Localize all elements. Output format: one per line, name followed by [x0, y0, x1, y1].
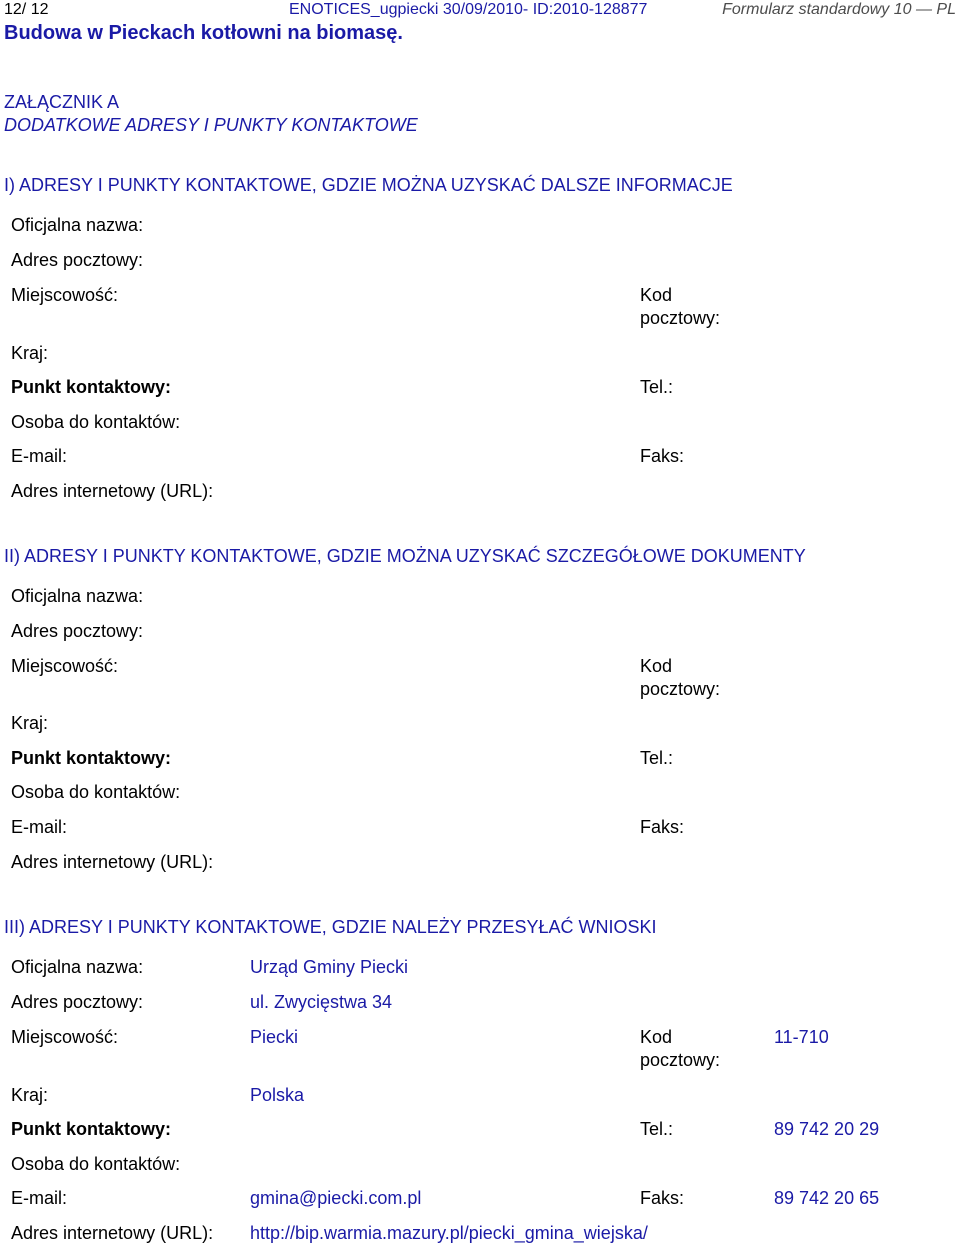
s2-email-label: E-mail: [11, 817, 68, 837]
section-3-prefix: III) [4, 917, 25, 937]
s2-town-label: Miejscowość: [11, 656, 119, 676]
s3-country-value: Polska [250, 1085, 305, 1105]
notice-reference: ENOTICES_ugpiecki 30/09/2010- ID:2010-128877 [289, 1, 648, 18]
s2-country-label: Kraj: [11, 713, 49, 733]
s3-town-value: Piecki [250, 1027, 299, 1047]
s2-phone-label: Tel.: [640, 748, 674, 768]
s1-contact-point-label: Punkt kontaktowy: [11, 377, 172, 397]
s3-town-label: Miejscowość: [11, 1027, 119, 1047]
section-3-heading [4, 917, 656, 938]
s3-country-label: Kraj: [11, 1085, 49, 1105]
s1-phone-label: Tel.: [640, 377, 674, 397]
s3-email-value: gmina@piecki.com.pl [250, 1188, 422, 1208]
s3-email-label: E-mail: [11, 1188, 68, 1208]
s2-fax-label: Faks: [640, 817, 685, 837]
s1-fax-label: Faks: [640, 446, 685, 466]
s3-official-name-value: Urząd Gminy Piecki [250, 957, 409, 977]
form-name: Formularz standardowy 10 — PL [722, 1, 956, 18]
s1-attention-label: Osoba do kontaktów: [11, 412, 181, 432]
s1-official-name-label: Oficjalna nazwa: [11, 215, 144, 235]
section-3-title: ADRESY I PUNKTY KONTAKTOWE, GDZIE NALEŻY PRZESYŁAĆ WNIOSKI [29, 917, 657, 937]
s2-official-name-label: Oficjalna nazwa: [11, 586, 144, 606]
s1-postal-address-label: Adres pocztowy: [11, 250, 144, 270]
s3-attention-label: Osoba do kontaktów: [11, 1154, 181, 1174]
s1-postal-code-label: Kod pocztowy: [640, 285, 721, 328]
section-1-heading [4, 175, 733, 196]
s2-postal-address-label: Adres pocztowy: [11, 621, 144, 641]
annex-heading: ZAŁĄCZNIK A [4, 92, 120, 112]
s3-postal-address-value: ul. Zwycięstwa 34 [250, 992, 393, 1012]
section-2-title: ADRESY I PUNKTY KONTAKTOWE, GDZIE MOŻNA UZYSKAĆ SZCZEGÓŁOWE DOKUMENTY [24, 546, 806, 566]
s2-url-label: Adres internetowy (URL): [11, 852, 214, 872]
s1-town-label: Miejscowość: [11, 285, 119, 305]
s3-phone-value: 89 742 20 29 [774, 1119, 880, 1139]
s3-phone-label: Tel.: [640, 1119, 674, 1139]
s2-attention-label: Osoba do kontaktów: [11, 782, 181, 802]
section-1-title: ADRESY I PUNKTY KONTAKTOWE, GDZIE MOŻNA UZYSKAĆ DALSZE INFORMACJE [19, 175, 733, 195]
s1-email-label: E-mail: [11, 446, 68, 466]
page-number: 12/ 12 [4, 1, 49, 18]
annex-subheading: DODATKOWE ADRESY I PUNKTY KONTAKTOWE [4, 115, 418, 135]
s3-url-value: http://bip.warmia.mazury.pl/piecki_gmina_wiejska/ [250, 1223, 648, 1243]
section-2-heading [4, 546, 806, 567]
s3-fax-value: 89 742 20 65 [774, 1188, 880, 1208]
s3-postal-address-label: Adres pocztowy: [11, 992, 144, 1012]
s3-fax-label: Faks: [640, 1188, 685, 1208]
s3-url-label: Adres internetowy (URL): [11, 1223, 214, 1243]
page-header [4, 0, 956, 20]
document-title: Budowa w Pieckach kotłowni na biomasę. [4, 22, 403, 44]
s3-official-name-label: Oficjalna nazwa: [11, 957, 144, 977]
section-1-prefix: I) [4, 175, 15, 195]
s2-contact-point-label: Punkt kontaktowy: [11, 748, 172, 768]
s3-postal-code-label: Kod pocztowy: [640, 1027, 721, 1070]
section-2-prefix: II) [4, 546, 20, 566]
s3-contact-point-label: Punkt kontaktowy: [11, 1119, 172, 1139]
s1-country-label: Kraj: [11, 343, 49, 363]
s3-postal-code-value: 11-710 [774, 1027, 829, 1047]
s2-postal-code-label: Kod pocztowy: [640, 656, 721, 699]
s1-url-label: Adres internetowy (URL): [11, 481, 214, 501]
